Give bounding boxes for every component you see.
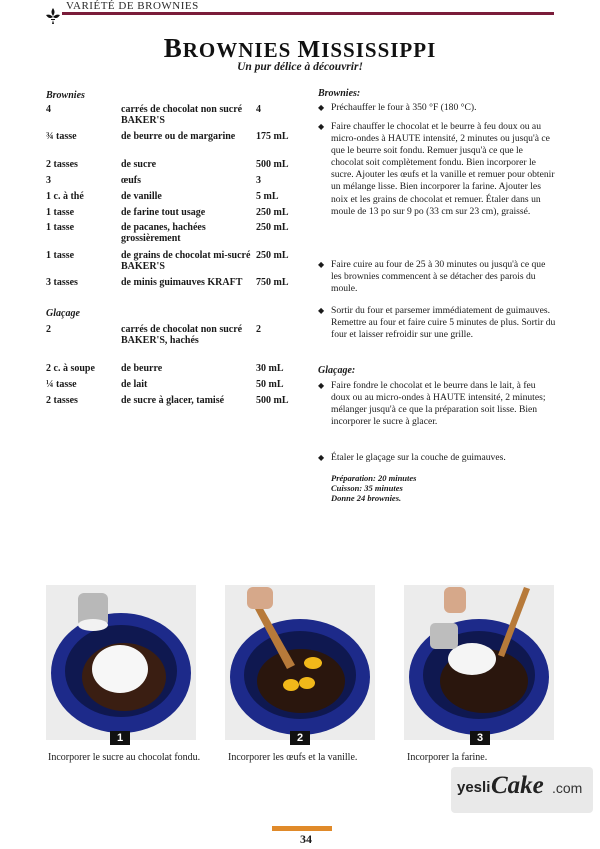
ingredient-metric: 2 — [256, 324, 261, 335]
ingredient-metric: 30 mL — [256, 363, 284, 374]
instruction-text: Faire chauffer le chocolat et le beurre à feu doux ou au micro-ondes à HAUTE intensité, 2 minutes ou jusqu'à ce que le beurre soit fondu. Remuer jusqu'à ce que le chocolat soit complètement fondu. Bien incorporer le sucre. Ajouter les œufs et la vanille et remuer pour obtenir un mélange lisse. Bien incorporer la farine. Ajouter les noix et les grains de chocolat et remuer. Étaler dans un moule de 13 po sur 9 po (33 cm sur 23 cm), graissé. — [331, 121, 555, 217]
ingredients-brownies-heading: Brownies — [46, 90, 85, 101]
ingredient-quantity: ¾ tasse — [46, 131, 77, 142]
ingredient-quantity: 1 tasse — [46, 222, 75, 233]
ingredient-quantity: 1 tasse — [46, 207, 75, 218]
step-number-2: 2 — [290, 731, 310, 745]
instruction-text: Faire fondre le chocolat et le beurre dans le lait, à feu doux ou au micro-ondes à HAUTE intensité, 2 minutes; mélanger jusqu'à ce que la préparation soit lisse. Bien incorporer le sucre à glacer. — [331, 380, 546, 428]
ingredient-name: de minis guimauves KRAFT — [121, 277, 243, 288]
instruction-step — [318, 121, 556, 218]
step-number-3: 3 — [470, 731, 490, 745]
ingredient-name: de vanille — [121, 191, 162, 202]
ingredient-name: de sucre — [121, 159, 157, 170]
ingredient-name: de beurre — [121, 363, 163, 374]
title-initial: B — [163, 33, 183, 63]
watermark-part1: yesli — [457, 779, 491, 796]
ingredient-name: carrés de chocolat non sucré BAKER'S, hachés — [121, 324, 243, 346]
ingredient-name: de farine tout usage — [121, 207, 206, 218]
watermark-part3: .com — [552, 780, 583, 796]
ingredient-quantity: ¼ tasse — [46, 379, 77, 390]
diamond-bullet-icon: ◆ — [318, 260, 325, 269]
yield: Donne 24 brownies. — [331, 493, 402, 503]
ingredient-metric: 750 mL — [256, 277, 289, 288]
ingredient-metric: 250 mL — [256, 250, 289, 261]
ingredient-quantity: 2 c. à soupe — [46, 363, 95, 374]
ingredient-name: de grains de chocolat mi-sucré BAKER'S — [121, 250, 251, 272]
ingredient-metric: 50 mL — [256, 379, 284, 390]
step-photo-3 — [404, 585, 554, 740]
recipe-subtitle: Un pur délice à découvrir! — [237, 61, 363, 73]
diamond-bullet-icon: ◆ — [318, 306, 325, 315]
ingredient-name: de sucre à glacer, tamisé — [121, 395, 225, 406]
title-initial-2: M — [297, 37, 322, 63]
ingredients-glacage-heading: Glaçage — [46, 308, 80, 319]
cooking-time: Cuisson: 35 minutes — [331, 483, 403, 493]
header-rule — [62, 12, 554, 15]
ingredient-name: de beurre ou de margarine — [121, 131, 236, 142]
recipe-title — [0, 33, 600, 64]
ingredient-quantity: 2 tasses — [46, 395, 78, 406]
instruction-step — [318, 452, 556, 464]
step-photo-2 — [225, 585, 375, 740]
step-number-1: 1 — [110, 731, 130, 745]
instruction-text: Étaler le glaçage sur la couche de guimauves. — [331, 452, 506, 463]
instruction-step — [318, 259, 556, 295]
ingredient-name: de lait — [121, 379, 148, 390]
instruction-text: Préchauffer le four à 350 °F (180 °C). — [331, 102, 477, 113]
instruction-step — [318, 380, 556, 428]
title-word2: ISSISSIPPI — [321, 38, 437, 62]
watermark-part2: Cake — [491, 772, 544, 799]
diamond-bullet-icon: ◆ — [318, 453, 325, 462]
step-photo-1 — [46, 585, 196, 740]
ingredient-quantity: 4 — [46, 104, 51, 115]
page-number: 34 — [300, 832, 312, 846]
preparation-time: Préparation: 20 minutes — [331, 473, 417, 483]
ingredient-metric: 3 — [256, 175, 261, 186]
diamond-bullet-icon: ◆ — [318, 381, 325, 390]
ingredient-quantity: 1 tasse — [46, 250, 75, 261]
ingredient-metric: 500 mL — [256, 159, 289, 170]
ingredient-name: carrés de chocolat non sucré BAKER'S — [121, 104, 243, 126]
ingredient-quantity: 3 — [46, 175, 51, 186]
page-number-rule — [272, 826, 332, 831]
photo-caption-2: Incorporer les œufs et la vanille. — [228, 752, 358, 763]
ingredient-metric: 5 mL — [256, 191, 279, 202]
ingredient-name: de pacanes, hachées grossièrement — [121, 222, 206, 244]
title-word1: ROWNIES — [182, 38, 298, 62]
watermark-logo — [451, 767, 593, 813]
ingredient-metric: 500 mL — [256, 395, 289, 406]
photo-caption-1: Incorporer le sucre au chocolat fondu. — [48, 752, 201, 763]
instruction-text: Sortir du four et parsemer immédiatement de guimauves. Remettre au four et faire cuire 5 minutes de plus. Sortir du four et laisser refroidir sur une grille. — [331, 305, 556, 341]
ingredient-quantity: 3 tasses — [46, 277, 78, 288]
ingredient-metric: 250 mL — [256, 222, 289, 233]
ingredient-metric: 250 mL — [256, 207, 289, 218]
instructions-brownies-heading: Brownies: — [318, 88, 361, 99]
ingredient-metric: 175 mL — [256, 131, 289, 142]
fleur-de-lis-ornament-icon — [44, 7, 62, 25]
ingredient-quantity: 2 — [46, 324, 51, 335]
ingredient-name: œufs — [121, 175, 142, 186]
ingredient-quantity: 2 tasses — [46, 159, 78, 170]
section-header: VARIÉTÉ DE BROWNIES — [66, 0, 199, 12]
photo-caption-3: Incorporer la farine. — [407, 752, 488, 763]
ingredient-metric: 4 — [256, 104, 261, 115]
diamond-bullet-icon: ◆ — [318, 103, 325, 112]
diamond-bullet-icon: ◆ — [318, 122, 325, 131]
instruction-text: Faire cuire au four de 25 à 30 minutes ou jusqu'à ce que les brownies commencent à se détacher des parois du moule. — [331, 259, 546, 295]
instruction-step — [318, 102, 556, 114]
instruction-step — [318, 305, 556, 341]
ingredient-quantity: 1 c. à thé — [46, 191, 84, 202]
instructions-glacage-heading: Glaçage: — [318, 365, 356, 376]
